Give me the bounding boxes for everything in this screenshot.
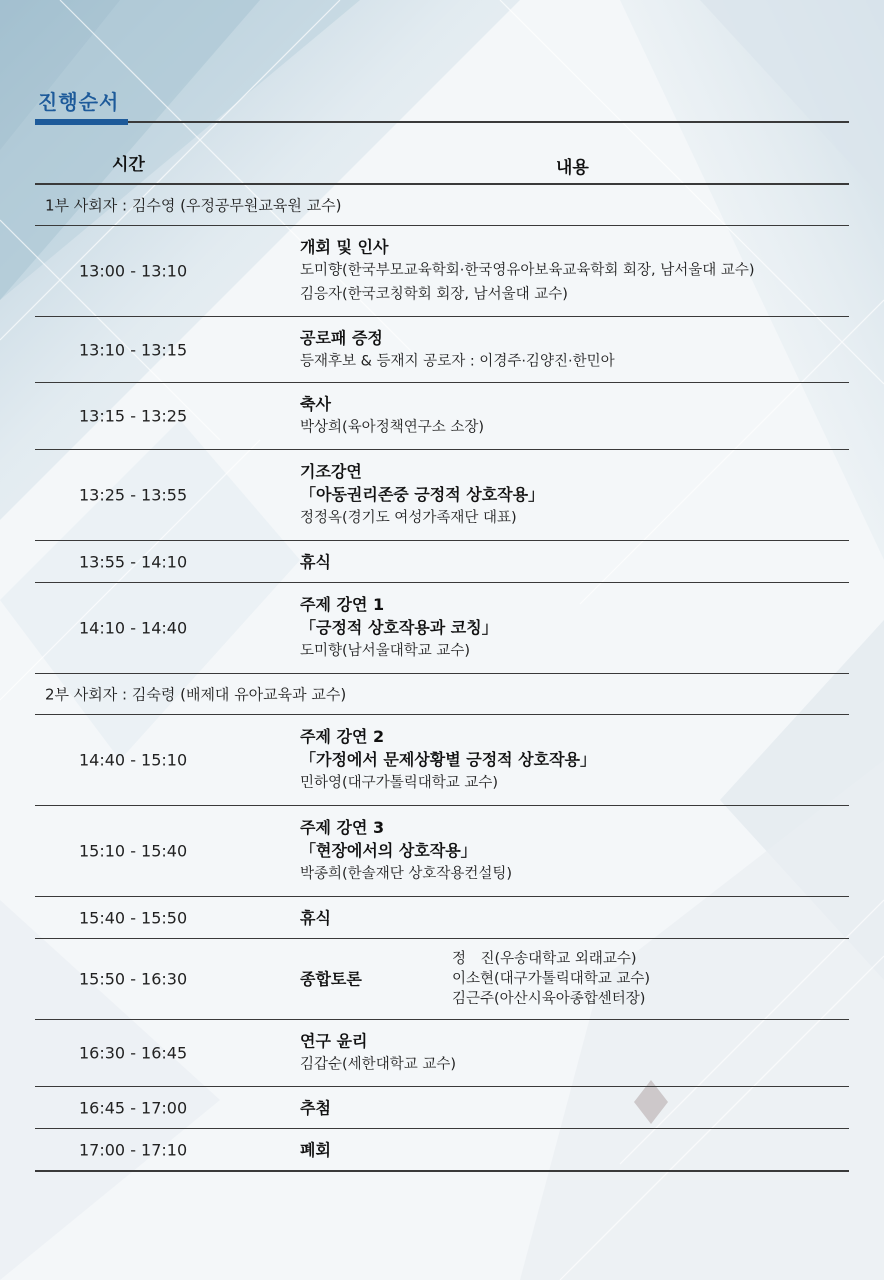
panelist: 정 진(우송대학교 외래교수) <box>452 951 637 967</box>
row-title: 주제 강연 2 <box>300 727 385 746</box>
row-time: 13:25 - 13:55 <box>79 485 188 505</box>
row-content <box>300 326 615 373</box>
row-title: 연구 윤리 <box>300 1031 368 1051</box>
row-content <box>300 1138 331 1161</box>
schedule-row <box>35 715 849 805</box>
row-time: 13:15 - 13:25 <box>79 406 188 426</box>
row-content <box>300 816 512 886</box>
row-time: 16:30 - 16:45 <box>79 1043 188 1063</box>
row-time: 14:10 - 14:40 <box>79 618 188 638</box>
row-content <box>300 968 362 991</box>
schedule-row <box>35 541 849 582</box>
row-time: 14:40 - 15:10 <box>79 750 188 770</box>
row-content <box>300 393 484 440</box>
row-time: 16:45 - 17:00 <box>79 1098 188 1117</box>
row-detail: 박종희(한솔재단 상호작용컨설팅) <box>300 866 513 882</box>
row-detail: 정정옥(경기도 여성가족재단 대표) <box>300 510 517 526</box>
row-time: 13:00 - 13:10 <box>79 261 188 281</box>
column-header-time: 시간 <box>112 155 145 175</box>
schedule-row <box>35 806 849 896</box>
row-detail: 도미향(한국부모교육학회·한국영유아보육교육학회 회장, 남서울대 교수) <box>300 262 755 279</box>
row-title: 휴식 <box>300 552 331 571</box>
column-header-content: 내용 <box>556 158 589 178</box>
row-title: 기조강연 <box>300 462 362 481</box>
divider <box>35 1170 849 1172</box>
section-title: 진행순서 <box>38 90 120 114</box>
row-content <box>300 1096 331 1119</box>
schedule-row <box>35 450 849 540</box>
row-content <box>300 236 755 307</box>
schedule-row <box>35 583 849 673</box>
schedule-row <box>35 226 849 316</box>
row-subtitle: 「가정에서 문제상황별 긍정적 상호작용」 <box>300 750 597 769</box>
schedule-row <box>35 1087 849 1128</box>
row-title: 축사 <box>300 394 331 414</box>
row-detail: 김응자(한국코칭학회 회장, 남서울대 교수) <box>300 286 568 303</box>
row-subtitle: 「긍정적 상호작용과 코칭」 <box>300 618 498 637</box>
row-title: 주제 강연 1 <box>300 595 385 614</box>
schedule-row <box>35 317 849 382</box>
row-time: 15:40 - 15:50 <box>79 908 188 927</box>
row-detail: 민하영(대구가톨릭대학교 교수) <box>300 775 499 791</box>
part-label: 2부 사회자 : 김숙령 (배제대 유아교육과 교수) <box>45 685 347 704</box>
row-content <box>300 460 544 530</box>
schedule-row <box>35 1020 849 1086</box>
row-title: 휴식 <box>300 908 331 927</box>
row-time: 17:00 - 17:10 <box>79 1140 188 1159</box>
panelist: 이소현(대구가톨릭대학교 교수) <box>452 971 651 987</box>
part-row <box>35 185 849 225</box>
title-rule <box>128 121 849 123</box>
row-detail: 도미향(남서울대학교 교수) <box>300 643 470 659</box>
row-title: 개회 및 인사 <box>300 237 389 257</box>
schedule-row <box>35 939 849 1019</box>
row-title: 종합토론 <box>300 969 362 989</box>
row-content <box>300 906 331 929</box>
panel-list <box>452 949 650 1009</box>
row-title: 추첨 <box>300 1098 331 1117</box>
row-detail: 김갑순(세한대학교 교수) <box>300 1056 456 1073</box>
row-content <box>300 725 596 795</box>
row-subtitle: 「아동권리존중 긍정적 상호작용」 <box>300 485 545 504</box>
row-detail: 박상희(육아정책연구소 소장) <box>300 419 485 436</box>
schedule-table <box>35 183 849 1172</box>
row-subtitle: 「현장에서의 상호작용」 <box>300 841 477 860</box>
row-title: 주제 강연 3 <box>300 818 385 837</box>
row-time: 13:10 - 13:15 <box>79 340 188 359</box>
row-time: 15:10 - 15:40 <box>79 841 188 861</box>
row-time: 15:50 - 16:30 <box>79 969 188 989</box>
schedule-row <box>35 1129 849 1170</box>
part-label: 1부 사회자 : 김수영 (우정공무원교육원 교수) <box>45 196 342 215</box>
panelist: 김근주(아산시육아종합센터장) <box>452 991 646 1007</box>
row-title: 공로패 증정 <box>300 328 383 347</box>
row-content <box>300 593 498 663</box>
title-accent-bar <box>35 119 128 125</box>
row-title: 폐회 <box>300 1140 331 1159</box>
part-row <box>35 674 849 714</box>
row-content <box>300 550 331 573</box>
row-content <box>300 1030 456 1077</box>
row-detail: 등재후보 & 등재지 공로자 : 이경주·김양진·한민아 <box>300 353 615 369</box>
row-time: 13:55 - 14:10 <box>79 552 188 571</box>
schedule-row <box>35 897 849 938</box>
schedule-row <box>35 383 849 449</box>
